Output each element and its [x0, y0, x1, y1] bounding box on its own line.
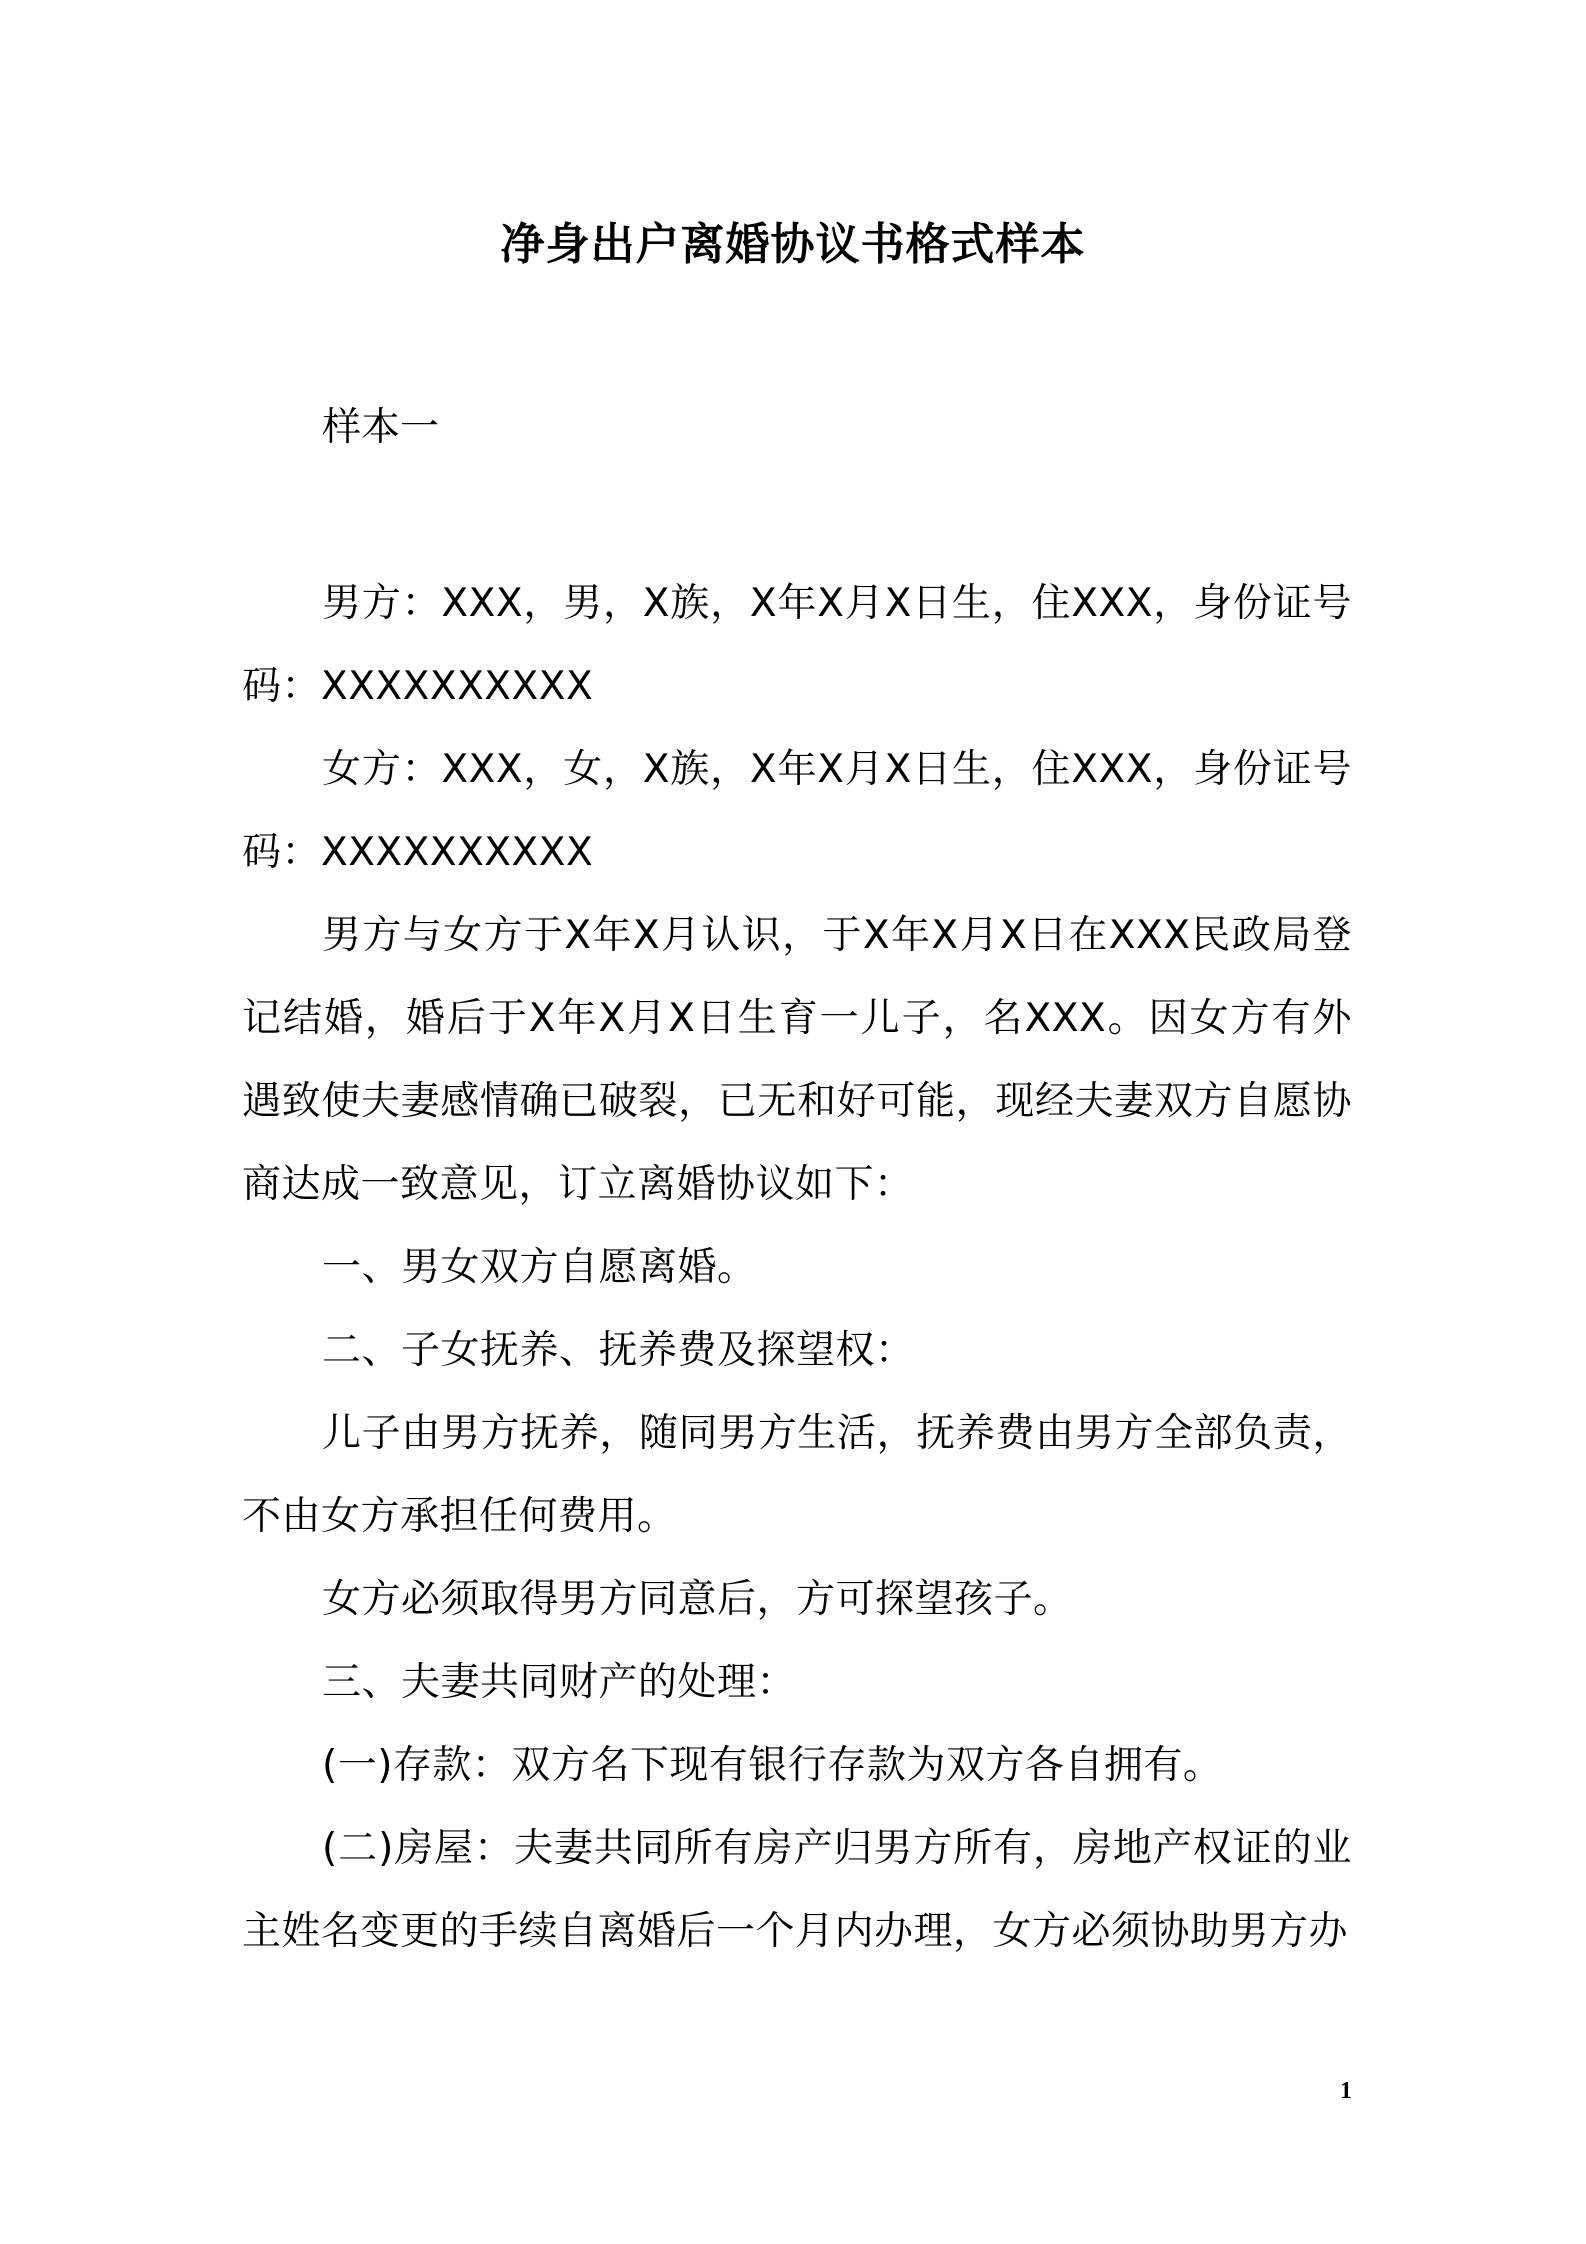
paragraph-background: 男方与女方于X年X月认识，于X年X月X日在XXX民政局登记结婚，婚后于X年X月X日生育一儿子，名XXX。因女方有外遇致使夫妻感情确已破裂，已无和好可能，现经夫妻双方自愿协商达成一致意见，订立离婚协议如下：	[242, 913, 1352, 1207]
paragraph-deposits: (一)存款：双方名下现有银行存款为双方各自拥有。	[322, 1743, 1223, 1788]
document-body	[242, 562, 1352, 1973]
paragraph-female-party: 女方：XXX，女，X族，X年X月X日生，住XXX，身份证号码：XXXXXXXXXX	[242, 747, 1352, 875]
paragraph-visitation: 女方必须取得男方同意后，方可探望孩子。	[322, 1577, 1073, 1622]
paragraph-housing: (二)房屋：夫妻共同所有房产归男方所有，房地产权证的业主姓名变更的手续自离婚后一个月内办理，女方必须协助男方办	[242, 1826, 1352, 1954]
paragraph-male-party: 男方：XXX，男，X族，X年X月X日生，住XXX，身份证号码：XXXXXXXXXX	[242, 581, 1352, 709]
sample-label: 样本一	[322, 405, 440, 450]
paragraph-clause-3-heading: 三、夫妻共同财产的处理：	[322, 1660, 797, 1705]
document-title: 净身出户离婚协议书格式样本	[500, 219, 1086, 270]
paragraph-clause-2-heading: 二、子女抚养、抚养费及探望权：	[322, 1328, 915, 1373]
page-number: 1	[1340, 2078, 1352, 2104]
paragraph-child-custody: 儿子由男方抚养，随同男方生活，抚养费由男方全部负责，不由女方承担任何费用。	[242, 1411, 1352, 1539]
paragraph-clause-1: 一、男女双方自愿离婚。	[322, 1245, 757, 1290]
